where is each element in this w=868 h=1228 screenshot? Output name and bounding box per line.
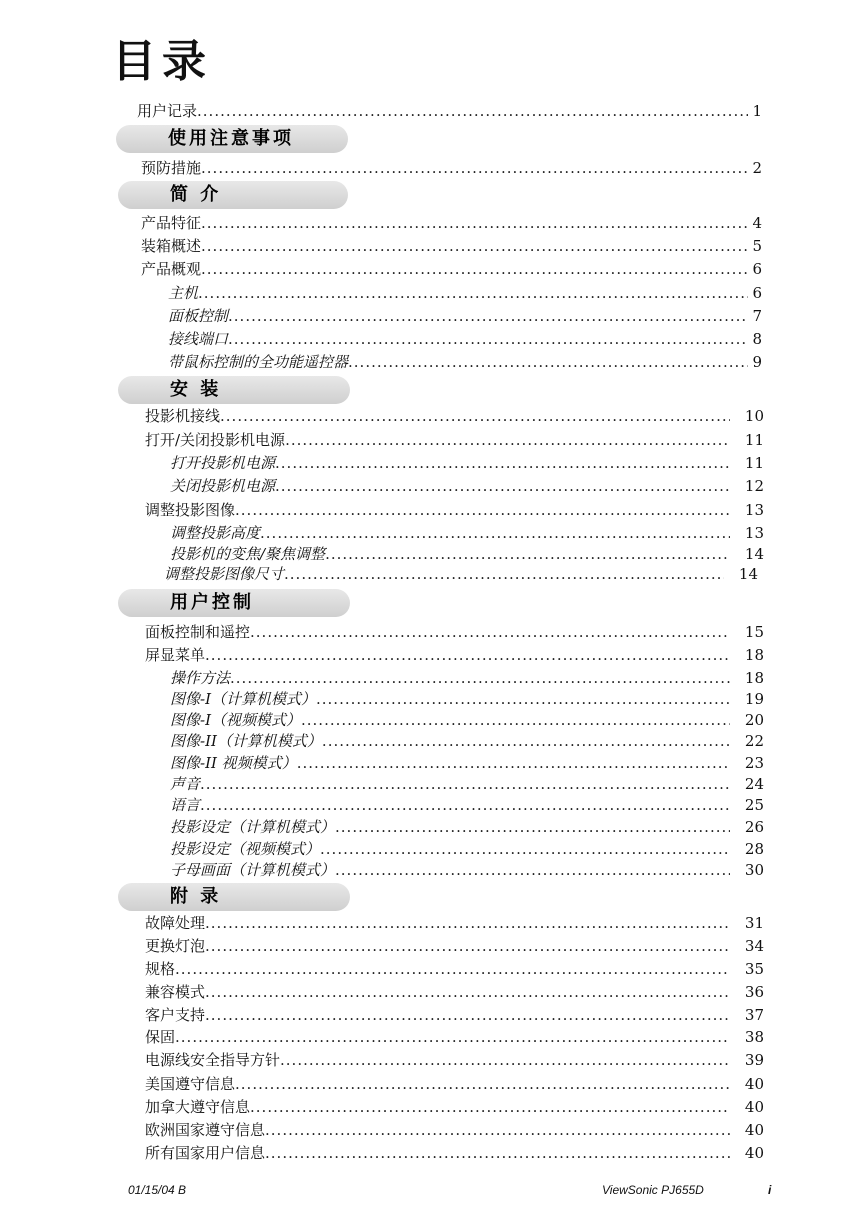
toc-entry[interactable] xyxy=(164,564,758,584)
toc-entry[interactable] xyxy=(137,101,762,121)
section-header xyxy=(116,125,348,153)
toc-entry-label: 面板控制和遥控 xyxy=(145,623,251,641)
dot-leader xyxy=(280,1050,730,1070)
toc-entry[interactable] xyxy=(170,689,764,709)
toc-page-number: 40 xyxy=(744,1121,764,1139)
toc-entry[interactable] xyxy=(141,259,762,279)
dot-leader xyxy=(201,259,748,279)
toc-entry-label: 关闭投影机电源 xyxy=(170,477,276,495)
toc-entry[interactable] xyxy=(170,453,764,473)
dot-leader xyxy=(301,710,730,730)
section-title: 附 录 xyxy=(170,886,222,907)
dot-leader xyxy=(348,352,748,372)
dot-leader xyxy=(175,959,730,979)
toc-page-number: 23 xyxy=(744,754,764,772)
dot-leader xyxy=(275,476,730,496)
toc-entry-label: 用户记录 xyxy=(137,102,198,120)
toc-page-number: 36 xyxy=(744,983,764,1001)
toc-entry[interactable] xyxy=(145,406,764,426)
toc-entry[interactable] xyxy=(145,430,764,450)
dot-leader xyxy=(297,753,730,773)
toc-entry-label: 带鼠标控制的全功能遥控器 xyxy=(168,353,349,371)
toc-entry-label: 声音 xyxy=(170,775,201,793)
toc-entry-label: 图像-I（视频模式） xyxy=(170,711,301,729)
toc-page-number: 35 xyxy=(744,960,764,978)
section-header xyxy=(118,589,350,617)
toc-entry[interactable] xyxy=(170,774,764,794)
toc-entry-label: 投影机的变焦/聚焦调整 xyxy=(170,545,326,563)
dot-leader xyxy=(201,158,748,178)
toc-page-number: 14 xyxy=(744,545,764,563)
dot-leader xyxy=(250,622,730,642)
toc-entry-label: 装箱概述 xyxy=(141,237,202,255)
toc-entry[interactable] xyxy=(170,523,764,543)
toc-entry[interactable] xyxy=(141,236,762,256)
toc-entry[interactable] xyxy=(168,352,762,372)
toc-entry-label: 更换灯泡 xyxy=(145,937,206,955)
section-title: 简 介 xyxy=(170,184,222,205)
toc-entry[interactable] xyxy=(145,1074,764,1094)
toc-entry-label: 产品特征 xyxy=(141,214,202,232)
dot-leader xyxy=(275,453,730,473)
toc-page-number: 26 xyxy=(744,818,764,836)
dot-leader xyxy=(205,936,730,956)
dot-leader xyxy=(200,795,730,815)
dot-leader xyxy=(205,913,730,933)
toc-entry-label: 故障处理 xyxy=(145,914,206,932)
section-header xyxy=(118,181,348,209)
toc-page-number: 34 xyxy=(744,937,764,955)
toc-page-number: 25 xyxy=(744,796,764,814)
toc-page-number: 2 xyxy=(752,159,762,177)
page-title: 目录 xyxy=(112,36,212,87)
dot-leader xyxy=(265,1120,730,1140)
toc-entry[interactable] xyxy=(145,645,764,665)
toc-page-number: 13 xyxy=(744,524,764,542)
toc-entry-label: 主机 xyxy=(168,284,199,302)
dot-leader xyxy=(198,283,748,303)
toc-entry-label: 投影机接线 xyxy=(145,407,221,425)
toc-entry[interactable] xyxy=(145,1050,764,1070)
dot-leader xyxy=(175,1027,730,1047)
toc-entry[interactable] xyxy=(170,476,764,496)
toc-entry-label: 美国遵守信息 xyxy=(145,1075,236,1093)
toc-entry[interactable] xyxy=(145,1027,764,1047)
toc-entry[interactable] xyxy=(145,959,764,979)
toc-entry[interactable] xyxy=(145,1120,764,1140)
toc-entry-label: 图像-II（计算机模式） xyxy=(170,732,322,750)
toc-page-number: 18 xyxy=(744,646,764,664)
footer-product: ViewSonic PJ655D xyxy=(602,1183,704,1197)
toc-entry-label: 接线端口 xyxy=(168,330,229,348)
toc-page-number: 13 xyxy=(744,501,764,519)
toc-page-number: 37 xyxy=(744,1006,764,1024)
footer-date: 01/15/04 B xyxy=(128,1183,187,1197)
toc-entry-label: 语言 xyxy=(170,796,201,814)
toc-entry-label: 投影设定（计算机模式） xyxy=(170,818,336,836)
toc-entry[interactable] xyxy=(145,936,764,956)
toc-page-number: 40 xyxy=(744,1075,764,1093)
toc-page-number: 1 xyxy=(752,102,762,120)
toc-entry-label: 屏显菜单 xyxy=(145,646,206,664)
dot-leader xyxy=(228,306,748,326)
toc-entry[interactable] xyxy=(168,306,762,326)
dot-leader xyxy=(260,523,730,543)
toc-entry[interactable] xyxy=(145,622,764,642)
dot-leader xyxy=(335,817,730,837)
toc-entry-label: 图像-I（计算机模式） xyxy=(170,690,316,708)
dot-leader xyxy=(201,236,748,256)
dot-leader xyxy=(322,731,730,751)
toc-entry[interactable] xyxy=(170,731,764,751)
toc-entry[interactable] xyxy=(145,1143,764,1163)
toc-entry-label: 调整投影高度 xyxy=(170,524,261,542)
toc-entry[interactable] xyxy=(168,329,762,349)
dot-leader xyxy=(230,668,730,688)
toc-page-number: 6 xyxy=(752,284,762,302)
dot-leader xyxy=(265,1143,730,1163)
toc-entry-label: 所有国家用户信息 xyxy=(145,1144,266,1162)
toc-entry[interactable] xyxy=(170,544,764,564)
toc-page-number: 28 xyxy=(744,840,764,858)
toc-entry[interactable] xyxy=(145,913,764,933)
toc-page-number: 20 xyxy=(744,711,764,729)
dot-leader xyxy=(250,1097,730,1117)
toc-page-number: 22 xyxy=(744,732,764,750)
toc-entry[interactable] xyxy=(145,982,764,1002)
section-title: 安 装 xyxy=(170,379,222,400)
section-header xyxy=(118,376,350,404)
toc-entry[interactable] xyxy=(170,753,764,773)
toc-entry-label: 图像-II 视频模式） xyxy=(170,754,297,772)
toc-entry-label: 欧洲国家遵守信息 xyxy=(145,1121,266,1139)
footer-page-marker: i xyxy=(768,1183,772,1197)
toc-entry-label: 调整投影图像 xyxy=(145,501,236,519)
toc-entry[interactable] xyxy=(170,795,764,815)
toc-entry[interactable] xyxy=(170,817,764,837)
dot-leader xyxy=(205,982,730,1002)
dot-leader xyxy=(235,1074,730,1094)
toc-entry-label: 操作方法 xyxy=(170,669,231,687)
toc-entry[interactable] xyxy=(141,213,762,233)
toc-page-number: 5 xyxy=(752,237,762,255)
toc-entry[interactable] xyxy=(168,283,762,303)
toc-entry[interactable] xyxy=(145,1005,764,1025)
toc-entry[interactable] xyxy=(170,710,764,730)
dot-leader xyxy=(325,544,730,564)
dot-leader xyxy=(285,430,730,450)
dot-leader xyxy=(197,101,748,121)
toc-entry-label: 兼容模式 xyxy=(145,983,206,1001)
toc-page-number: 18 xyxy=(744,669,764,687)
toc-page-number: 31 xyxy=(744,914,764,932)
toc-page-number: 9 xyxy=(752,353,762,371)
toc-entry-label: 预防措施 xyxy=(141,159,202,177)
toc-page-number: 30 xyxy=(744,861,764,879)
toc-page-number: 24 xyxy=(744,775,764,793)
toc-page-number: 39 xyxy=(744,1051,764,1069)
toc-entry-label: 投影设定（视频模式） xyxy=(170,840,321,858)
toc-page-number: 19 xyxy=(744,690,764,708)
section-title: 用户控制 xyxy=(170,592,254,613)
dot-leader xyxy=(228,329,748,349)
toc-page-number: 4 xyxy=(752,214,762,232)
toc-entry-label: 打开/关闭投影机电源 xyxy=(145,431,286,449)
toc-page-number: 11 xyxy=(744,454,764,472)
dot-leader xyxy=(205,1005,730,1025)
dot-leader xyxy=(201,213,748,233)
toc-entry-label: 电源线安全指导方针 xyxy=(145,1051,281,1069)
toc-page-number: 40 xyxy=(744,1098,764,1116)
toc-entry-label: 子母画面（计算机模式） xyxy=(170,861,336,879)
toc-page-number: 8 xyxy=(752,330,762,348)
toc-entry-label: 规格 xyxy=(145,960,176,978)
toc-entry[interactable] xyxy=(141,158,762,178)
toc-entry-label: 打开投影机电源 xyxy=(170,454,276,472)
dot-leader xyxy=(335,860,730,880)
toc-entry-label: 调整投影图像尺寸 xyxy=(164,565,285,583)
toc-page-number: 7 xyxy=(752,307,762,325)
toc-page-number: 15 xyxy=(744,623,764,641)
dot-leader xyxy=(220,406,730,426)
dot-leader xyxy=(235,500,730,520)
section-header xyxy=(118,883,350,911)
toc-entry[interactable] xyxy=(145,1097,764,1117)
toc-entry-label: 保固 xyxy=(145,1028,176,1046)
dot-leader xyxy=(316,689,730,709)
dot-leader xyxy=(284,564,724,584)
toc-page-number: 10 xyxy=(744,407,764,425)
toc-page-number: 6 xyxy=(752,260,762,278)
dot-leader xyxy=(200,774,730,794)
toc-entry[interactable] xyxy=(145,500,764,520)
toc-page-number: 14 xyxy=(738,565,758,583)
section-title: 使用注意事项 xyxy=(168,128,294,149)
toc-entry-label: 客户支持 xyxy=(145,1006,206,1024)
toc-entry[interactable] xyxy=(170,668,764,688)
toc-page-number: 12 xyxy=(744,477,764,495)
toc-page-number: 38 xyxy=(744,1028,764,1046)
toc-entry-label: 产品概观 xyxy=(141,260,202,278)
toc-page-number: 40 xyxy=(744,1144,764,1162)
dot-leader xyxy=(205,645,730,665)
toc-page-number: 11 xyxy=(744,431,764,449)
dot-leader xyxy=(320,839,730,859)
toc-entry[interactable] xyxy=(170,860,764,880)
toc-entry-label: 面板控制 xyxy=(168,307,229,325)
toc-entry-label: 加拿大遵守信息 xyxy=(145,1098,251,1116)
toc-entry[interactable] xyxy=(170,839,764,859)
